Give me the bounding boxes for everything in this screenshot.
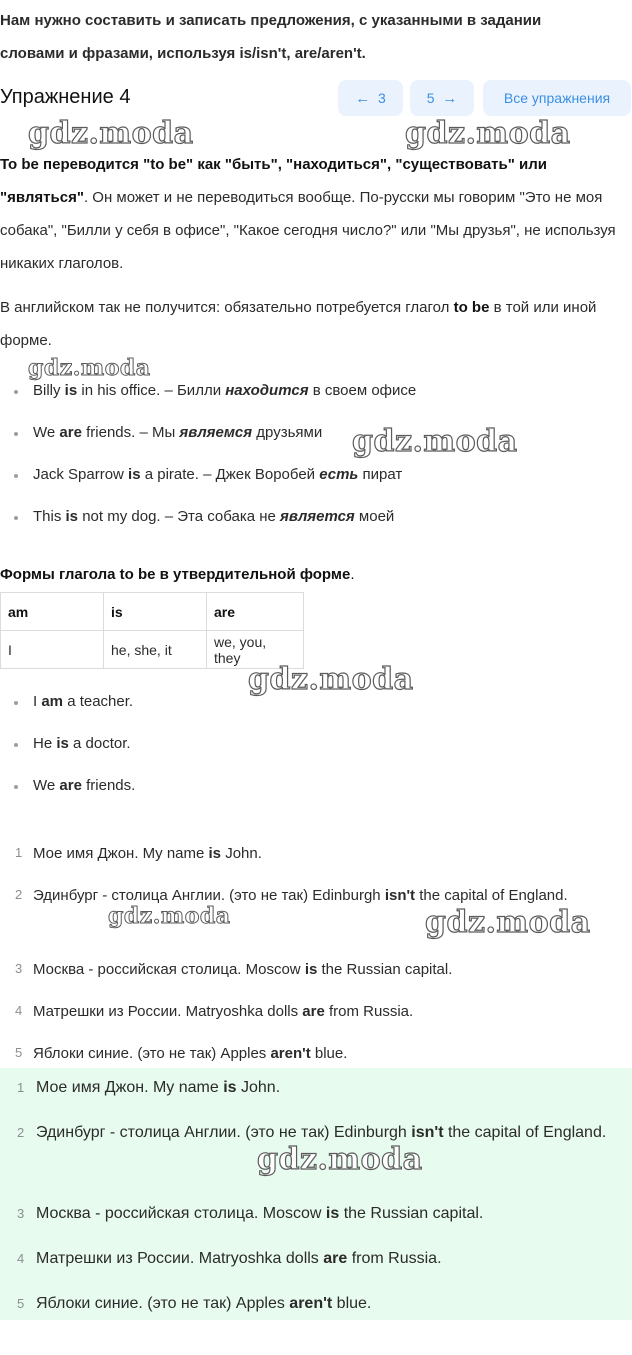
table-header-cell: are	[207, 593, 304, 631]
arrow-left-icon: ←	[355, 90, 371, 107]
item-number: 5	[15, 1045, 23, 1060]
bullet-dot	[14, 743, 18, 747]
watermark: gdz.moda	[108, 903, 231, 929]
verb: am	[41, 693, 64, 710]
verb: aren't	[270, 1045, 311, 1062]
verb: isn't	[384, 887, 416, 904]
explanation-bold: To be переводится "to be" как "быть", "находиться", "существовать" или "являться"	[0, 156, 548, 206]
item-number: 4	[15, 1003, 23, 1018]
text: friends. – Мы	[81, 424, 180, 441]
text: John.	[236, 1079, 281, 1096]
forms-heading	[0, 566, 355, 583]
bullet-dot	[14, 785, 18, 789]
arrow-right-icon: →	[442, 90, 458, 107]
text: a teacher.	[63, 693, 134, 710]
text: Эдинбург - столица Англии. (это не так) Edinburgh	[36, 1124, 412, 1141]
text: пират	[358, 466, 403, 483]
bullet-dot	[14, 516, 18, 520]
text: friends.	[81, 777, 136, 794]
next-exercise-label: 5	[426, 90, 435, 106]
verb: is	[65, 508, 79, 525]
table-cell: we, you, they	[207, 631, 304, 669]
text: We	[33, 777, 60, 794]
exercise-title: Упражнение 4	[0, 86, 131, 108]
text: моей	[354, 508, 395, 525]
text: Яблоки синие. (это не так) Apples	[33, 1045, 271, 1062]
item-number: 1	[15, 845, 23, 860]
table-cell: I	[1, 631, 104, 669]
text: Мое имя Джон. My name	[33, 845, 209, 862]
text: the Russian capital.	[339, 1205, 484, 1222]
table-row	[1, 631, 304, 669]
text: Jack Sparrow	[33, 466, 129, 483]
text: a pirate. – Джек Воробей	[140, 466, 320, 483]
text: from Russia.	[324, 1003, 414, 1020]
table-header-row	[1, 593, 304, 631]
text: Billy	[33, 382, 65, 399]
text: the capital of England.	[415, 887, 568, 904]
watermark: gdz.moda	[425, 905, 591, 940]
text: not my dog. – Эта собака не	[78, 508, 281, 525]
prev-exercise-label: 3	[377, 90, 386, 106]
watermark: gdz.moda	[28, 355, 151, 381]
verb: are	[59, 777, 82, 794]
explanation-paragraph-1	[0, 148, 625, 280]
verb: aren't	[289, 1295, 333, 1312]
translation-verb: являемся	[179, 424, 253, 441]
next-exercise-button[interactable]	[410, 80, 474, 116]
watermark: gdz.moda	[257, 1142, 423, 1177]
verb: is	[304, 961, 318, 978]
text: Мое имя Джон. My name	[36, 1079, 224, 1096]
text: the capital of England.	[443, 1124, 607, 1141]
text: John.	[221, 845, 262, 862]
table-cell: he, she, it	[104, 631, 207, 669]
text: This	[33, 508, 66, 525]
verb: isn't	[411, 1124, 444, 1141]
prev-exercise-button[interactable]	[338, 80, 403, 116]
text: in his office. – Билли	[77, 382, 226, 399]
text: Москва - российская столица. Moscow	[33, 961, 305, 978]
text: the Russian capital.	[317, 961, 453, 978]
text: I	[33, 693, 42, 710]
item-number: 5	[17, 1296, 25, 1311]
verb: is	[325, 1205, 340, 1222]
answer-box	[0, 1068, 632, 1320]
text: a doctor.	[68, 735, 131, 752]
verb: are	[59, 424, 82, 441]
forms-heading-text: Формы глагола to be в утвердительной форме	[0, 566, 351, 583]
item-number: 2	[17, 1125, 25, 1140]
task-description-line-1: Нам нужно составить и записать предложения, с указанными в задании	[0, 12, 542, 29]
explanation-text: в той или иной форме.	[0, 299, 597, 349]
item-number: 4	[17, 1251, 25, 1266]
explanation-text: . Он может и не переводиться вообще. По-русски мы говорим "Это не моя собака", "Билли у себя в офисе", "Какое сегодня число?" или "Мы друзья", не используя никаких глаголов.	[0, 189, 616, 272]
watermark: gdz.moda	[405, 116, 571, 151]
explanation-bold: to be	[453, 299, 490, 316]
bullet-dot	[14, 474, 18, 478]
translation-verb: является	[280, 508, 355, 525]
task-description	[0, 4, 625, 70]
watermark: gdz.moda	[28, 116, 194, 151]
verb: is	[208, 845, 222, 862]
text: Эдинбург - столица Англии. (это не так) Edinburgh	[33, 887, 385, 904]
forms-heading-period: .	[350, 566, 355, 583]
explanation-text: В английском так не получится: обязательно потребуется глагол	[0, 299, 454, 316]
verb: is	[128, 466, 141, 483]
verb: is	[64, 382, 78, 399]
text: Матрешки из России. Matryoshka dolls	[33, 1003, 303, 1020]
text: blue.	[310, 1045, 348, 1062]
table-header-cell: is	[104, 593, 207, 631]
translation-verb: находится	[225, 382, 309, 399]
all-exercises-button[interactable]: Все упражнения	[483, 80, 631, 116]
item-number: 3	[17, 1206, 25, 1221]
item-number: 2	[15, 887, 23, 902]
item-number: 1	[17, 1080, 25, 1095]
task-description-line-2: словами и фразами, используя is/isn't, are/aren't.	[0, 45, 366, 62]
forms-table	[0, 592, 304, 669]
watermark: gdz.moda	[248, 662, 414, 697]
item-number: 3	[15, 961, 23, 976]
text: blue.	[332, 1295, 372, 1312]
translation-verb: есть	[319, 466, 359, 483]
verb: are	[302, 1003, 325, 1020]
text: друзьями	[252, 424, 323, 441]
text: Яблоки синие. (это не так) Apples	[36, 1295, 290, 1312]
explanation-paragraph-2	[0, 291, 625, 357]
table-header-cell: am	[1, 593, 104, 631]
verb: is	[56, 735, 69, 752]
bullet-dot	[14, 390, 18, 394]
watermark: gdz.moda	[352, 424, 518, 459]
verb: is	[223, 1079, 237, 1096]
verb: are	[323, 1250, 348, 1267]
bullet-dot	[14, 701, 18, 705]
text: Матрешки из России. Matryoshka dolls	[36, 1250, 324, 1267]
bullet-dot	[14, 432, 18, 436]
text: He	[33, 735, 57, 752]
text: Москва - российская столица. Moscow	[36, 1205, 326, 1222]
text: в своем офисе	[308, 382, 417, 399]
text: from Russia.	[347, 1250, 442, 1267]
text: We	[33, 424, 60, 441]
